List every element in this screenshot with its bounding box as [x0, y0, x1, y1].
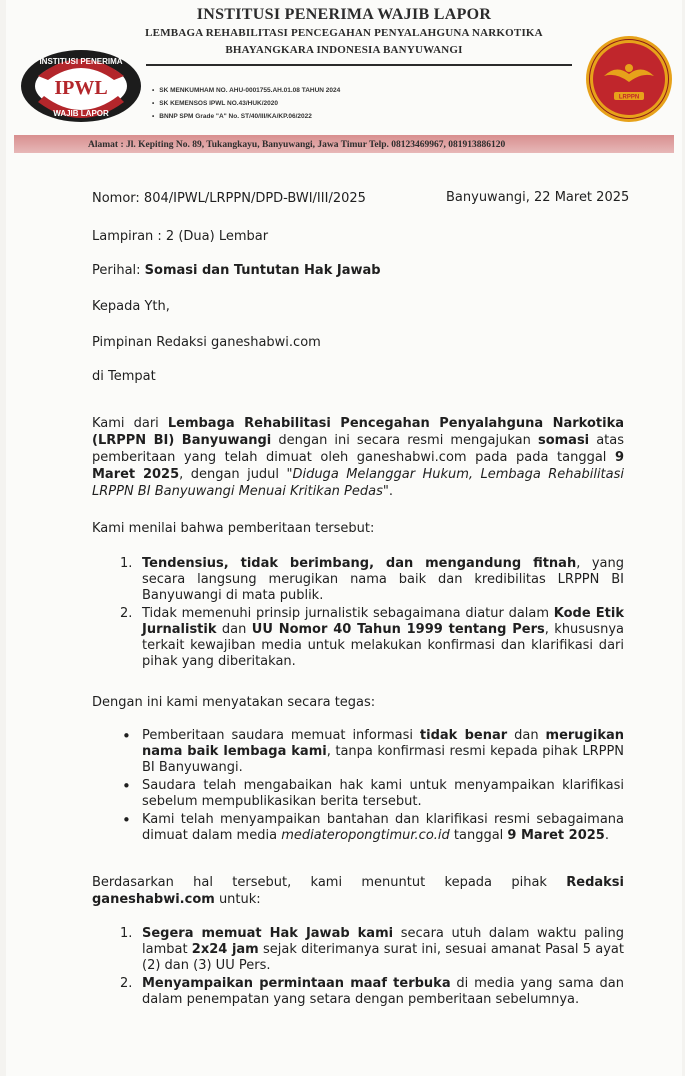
- institution-subtitle-2: BHAYANGKARA INDONESIA BANYUWANGI: [225, 44, 463, 56]
- statement-list: [142, 728, 624, 844]
- letter-page: [6, 0, 682, 1076]
- ipwl-logo-arc-bottom: WAJIB LAPOR: [53, 109, 109, 118]
- letter-number: Nomor: 804/IPWL/LRPPN/DPD-BWI/III/2025: [92, 191, 366, 206]
- registration-list: [152, 84, 340, 123]
- recipient: Pimpinan Redaksi ganeshabwi.com: [92, 335, 321, 350]
- list-item: • Saudara telah mengabaikan hak kami untuk menyampaikan klarifikasi sebelum mempublikasikan berita tersebut.: [142, 778, 624, 810]
- header-rule: [146, 64, 572, 66]
- ipwl-logo-initials: IPWL: [54, 77, 108, 99]
- list-item: 2. Tidak memenuhi prinsip jurnalistik sebagaimana diatur dalam Kode Etik Jurnalistik dan UU Nomor 40 Tahun 1999 tentang Pers, khususnya terkait kewajiban media untuk melakukan konfirmasi dan klarifikasi dari pihak yang diberitakan.: [120, 606, 624, 669]
- sk-line: • SK KEMENSOS IPWL NO.43/HUK/2020: [152, 97, 340, 110]
- subject-value: Somasi dan Tuntutan Hak Jawab: [144, 263, 381, 278]
- ipwl-logo-arc-top: INSTITUSI PENERIMA: [39, 57, 123, 66]
- ipwl-logo: [18, 46, 144, 126]
- list-item: 1. Tendensius, tidak berimbang, dan mengandung fitnah, yang secara langsung merugikan nama baik dan kredibilitas LRPPN BI Banyuwangi di mata publik.: [120, 556, 624, 603]
- subject-label: Perihal:: [92, 263, 145, 278]
- institution-subtitle-1: LEMBAGA REHABILITASI PENCEGAHAN PENYALAHGUNA NARKOTIKA: [145, 27, 543, 39]
- list-item: • Kami telah menyampaikan bantahan dan klarifikasi resmi sebagaimana dimuat dalam media mediateropongtimur.co.id tanggal 9 Maret 2025.: [142, 812, 624, 844]
- assessment-list: [120, 556, 624, 670]
- sk-line: • BNNP SPM Grade "A" No. ST/40/III/KA/KP.06/2022: [152, 110, 340, 123]
- statement-intro: Dengan ini kami menyatakan secara tegas:: [92, 695, 376, 710]
- demand-list: [120, 926, 625, 1008]
- lrppn-seal-badge: LRPPN: [618, 94, 640, 101]
- lrppn-seal-logo: [584, 34, 674, 124]
- subject-line: [92, 262, 381, 279]
- list-item: • Pemberitaan saudara memuat informasi tidak benar dan merugikan nama baik lembaga kami, tanpa konfirmasi resmi kepada pihak LRPPN BI Banyuwangi.: [142, 728, 624, 776]
- sk-line: • SK MENKUMHAM NO. AHU-0001755.AH.01.08 TAHUN 2024: [152, 84, 340, 97]
- opening-paragraph: Kami dari Lembaga Rehabilitasi Pencegahan Penyalahguna Narkotika (LRPPN BI) Banyuwangi dengan ini secara resmi mengajukan somasi atas pemberitaan yang telah dimuat oleh ganeshabwi.com pada pada tanggal 9 Maret 2025, dengan judul "Diduga Melanggar Hukum, Lembaga Rehabilitasi LRPPN BI Banyuwangi Menuai Kritikan Pedas".: [92, 416, 625, 499]
- address-line: Alamat : Jl. Kepiting No. 89, Tukangkayu, Banyuwangi, Jawa Timur Telp. 08123469967, 081913886120: [88, 140, 506, 150]
- letter-date: Banyuwangi, 22 Maret 2025: [446, 190, 630, 205]
- institution-title: INSTITUSI PENERIMA WAJIB LAPOR: [196, 6, 492, 23]
- recipient-place: di Tempat: [92, 369, 156, 384]
- list-item: 1. Segera memuat Hak Jawab kami secara utuh dalam waktu paling lambat 2x24 jam sejak diterimanya surat ini, sesuai amanat Pasal 5 ayat (2) dan (3) UU Pers.: [120, 926, 625, 973]
- attachment-line: Lampiran : 2 (Dua) Lembar: [92, 229, 269, 244]
- demand-intro: Berdasarkan hal tersebut, kami menuntut kepada pihak Redaksi ganeshabwi.com untuk:: [92, 875, 624, 907]
- list-item: 2. Menyampaikan permintaan maaf terbuka di media yang sama dan dalam penempatan yang setara dengan pemberitaan sebelumnya.: [120, 976, 625, 1007]
- salutation: Kepada Yth,: [92, 299, 170, 314]
- assessment-intro: Kami menilai bahwa pemberitaan tersebut:: [92, 521, 375, 536]
